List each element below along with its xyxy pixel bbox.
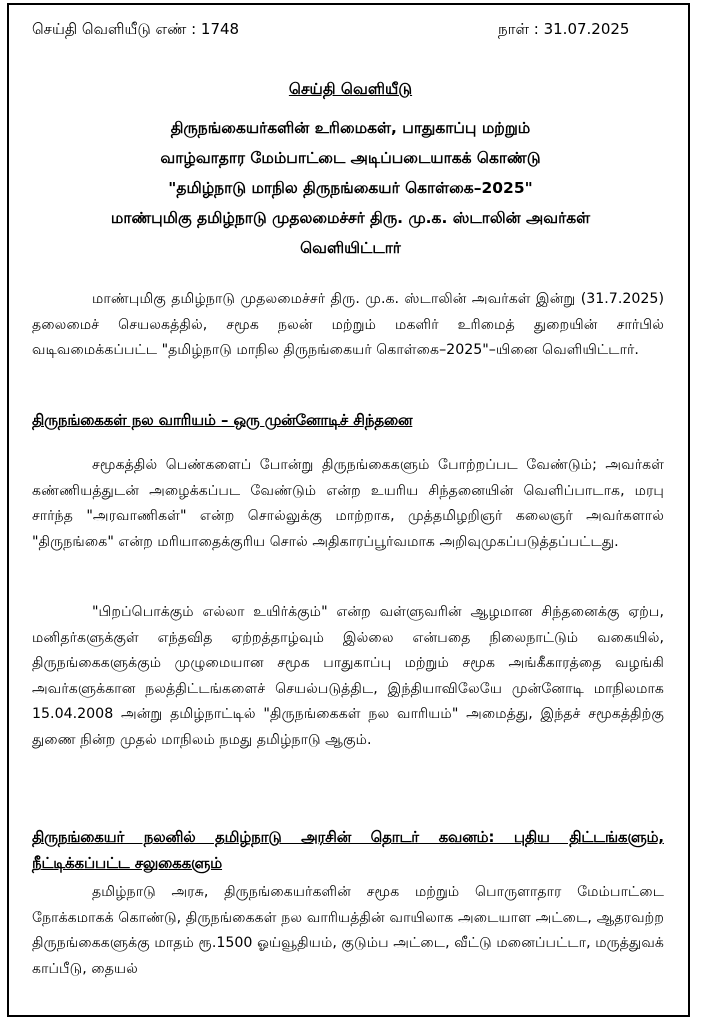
release-number: செய்தி வெளியீடு எண் : 1748 <box>32 20 240 38</box>
title-line-1: திருநங்கையர்களின் உரிமைகள், பாதுகாப்பு மற்றும் <box>170 119 531 137</box>
section-heading-government-schemes: திருநங்கையர் நலனில் தமிழ்நாடு அரசின் தொடர் கவனம்: புதிய திட்டங்களும், நீட்டிக்கப்பட்ட சலுகைகளும் <box>32 829 664 872</box>
title-line-4: மாண்புமிகு தமிழ்நாடு முதலமைச்சர் திரு. மு.க. ஸ்டாலின் அவர்கள் <box>110 209 591 227</box>
press-release-heading: செய்தி வெளியீடு <box>288 80 413 98</box>
title-line-5: வெளியிட்டார் <box>300 239 401 257</box>
release-date: நாள் : 31.07.2025 <box>498 20 630 38</box>
paragraph-transgender-term: சமூகத்தில் பெண்களைப் போன்று திருநங்கைகளும் போற்றப்பட வேண்டும்; அவர்கள் கண்ணியத்துடன் அழைக்கப்பட வேண்டும் என்ற உயரிய சிந்தனையின் வெளிப்பாடாக, மரபு சார்ந்த "அரவாணிகள்" என்ற சொல்லுக்கு மாற்றாக, முத்தமிழறிஞர் கலைஞர் அவர்களால் "திருநங்கை" என்ற மரியாதைக்குரிய சொல் அதிகாரப்பூர்வமாக அறிவுமுகப்படுத்தப்பட்டது. <box>32 457 664 550</box>
title-line-3: "தமிழ்நாடு மாநில திருநங்கையர் கொள்கை–2025" <box>168 179 533 197</box>
title-line-2: வாழ்வாதார மேம்பாட்டை அடிப்படையாகக் கொண்டு <box>160 149 541 167</box>
intro-paragraph: மாண்புமிகு தமிழ்நாடு முதலமைச்சர் திரு. மு.க. ஸ்டாலின் அவர்கள் இன்று (31.7.2025) தலைமைச் செயலகத்தில், சமூக நலன் மற்றும் மகளிர் உரிமைத் துறையின் சார்பில் வடிவமைக்கப்பட்ட "தமிழ்நாடு மாநில திருநங்கையர் கொள்கை–2025"–யினை வெளியிட்டார். <box>32 291 664 358</box>
section-heading-welfare-board: திருநங்கைகள் நல வாரியம் – ஒரு முன்னோடிச் சிந்தனை <box>32 412 413 429</box>
paragraph-schemes: தமிழ்நாடு அரசு, திருநங்கையர்களின் சமூக மற்றும் பொருளாதார மேம்பாட்டை நோக்கமாகக் கொண்டு, திருநங்கைகள் நல வாரியத்தின் வாயிலாக அடையாள அட்டை, ஆதரவற்ற திருநங்கைகளுக்கு மாதம் ரூ.1500 ஓய்வூதியம், குடும்ப அட்டை, வீட்டு மனைப்பட்டா, மருத்துவக் காப்பீடு, தையல் <box>32 884 664 977</box>
paragraph-welfare-board: "பிறப்பொக்கும் எல்லா உயிர்க்கும்" என்ற வள்ளுவரின் ஆழமான சிந்தனைக்கு ஏற்ப, மனிதர்களுக்குள் எந்தவித ஏற்றத்தாழ்வும் இல்லை என்பதை நிலைநாட்டும் வகையில், திருநங்கைகளுக்கும் முழுமையான சமூக பாதுகாப்பு மற்றும் சமூக அங்கீகாரத்தை வழங்கி அவர்களுக்கான நலத்திட்டங்களைச் செயல்படுத்திட, இந்தியாவிலேயே முன்னோடி மாநிலமாக 15.04.2008 அன்று தமிழ்நாட்டில் "திருநங்கைகள் நல வாரியம்" அமைத்து, இந்தச் சமூகத்திற்கு துணை நின்ற முதல் மாநிலம் நமது தமிழ்நாடு ஆகும். <box>32 604 664 748</box>
